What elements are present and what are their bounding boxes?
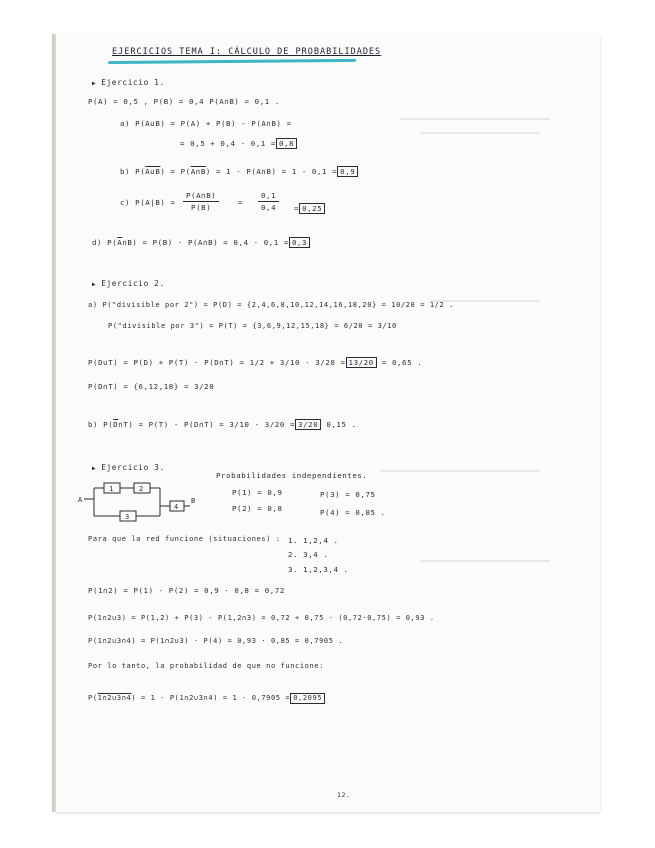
ex2-union-decimal: = 0,65 . [381, 358, 423, 367]
ex1-a-calc [180, 138, 297, 149]
ex1-d-overlined: $\overline{A}$ [117, 238, 123, 247]
bullet-arrow-icon: ▶ [92, 80, 97, 87]
ex3-eq-3: P(1∩2∪3∩4) = P(1∩2∪3) · P(4) = 0,93 · 0,85 = 0,7905 . [88, 637, 344, 645]
ex1-c-result-line [294, 203, 325, 214]
ex2-b-overlined: $\overline{D}$ [113, 420, 119, 429]
ex3-situation-1: 1. 1,2,4 . [288, 536, 339, 545]
exercise-3-title: Ejercicio 3. [101, 463, 165, 472]
ex2-intersection-line: P(D∩T) = {6,12,18} = 3/20 [88, 382, 215, 391]
ex1-c-label: c) P(A|B) = [120, 198, 176, 207]
ex1-b-prefix: b) P( [120, 167, 146, 176]
ex1-c-denominator: P(B) [191, 203, 212, 212]
bullet-arrow-icon: ▶ [92, 281, 97, 288]
ex1-c-denominator-2: 0,4 [261, 203, 277, 212]
ex1-a-calc-text: = 0,5 + 0,4 - 0,1 = [180, 139, 276, 148]
exercise-1-heading [92, 78, 165, 87]
ex2-line-a2: P("divisible por 3") = P(T) = {3,6,9,12,15,18} = 6/20 = 3/10 [108, 322, 397, 330]
ex3-final-overlined: 1∩2∪3∩4 [97, 694, 132, 702]
ex3-independent-label: Probabilidades independientes. [216, 471, 368, 480]
circuit-diagram [78, 478, 203, 528]
ex1-d-line [92, 237, 310, 248]
ex1-b-overlined-1: A∪B [145, 167, 161, 176]
ex1-d-result: 0,3 [289, 237, 310, 248]
bleed-through-line [420, 132, 540, 134]
page-title: EJERCICIOS TEMA I: CÁLCULO DE PROBABILIDADES [112, 47, 382, 57]
exercise-1-title: Ejercicio 1. [101, 78, 165, 87]
ex1-b-rest: ) = 1 - P(A∩B) = 1 - 0,1 = [205, 167, 338, 176]
ex3-final-prefix: P( [88, 694, 98, 702]
ex2-union-line [88, 357, 422, 368]
exercise-2-title: Ejercicio 2. [101, 279, 165, 288]
ex3-final-line [88, 693, 325, 704]
bleed-through-line [420, 560, 550, 562]
ex2-b-rest: ∩T) = P(T) - P(D∩T) = 3/10 - 3/20 = [118, 420, 296, 429]
ex1-c-result: 0,25 [299, 203, 325, 214]
ex1-b-mid: ) = P( [160, 167, 191, 176]
ex3-condition: Para que la red funcione (situaciones) : [88, 535, 281, 543]
page-number: 12. [337, 791, 351, 799]
ex2-union-formula: P(D∪T) = P(D) + P(T) - P(D∩T) = 1/2 + 3/10 - 3/20 = [88, 358, 346, 367]
ex2-b-decimal: 0,15 . [326, 420, 357, 429]
ex3-final-rest: ) = 1 - P(1∩2∪3∩4) = 1 - 0,7905 = [131, 694, 291, 702]
ex1-a-formula: a) P(A∪B) = P(A) + P(B) - P(A∩B) = [120, 119, 292, 128]
ex3-p1: P(1) = 0,9 [232, 488, 283, 497]
ex3-conclusion: Por lo tanto, la probabilidad de que no funcione: [88, 662, 324, 670]
ex1-b-line [120, 166, 358, 177]
exercise-3-heading [92, 463, 165, 472]
ex1-c-equals-2: = [294, 204, 300, 213]
circuit-label-1: 1 [109, 485, 114, 493]
bleed-through-line [400, 118, 550, 120]
exercise-2-heading [92, 279, 165, 288]
ex1-b-overlined-2: A∩B [190, 167, 206, 176]
ex1-d-prefix: d) P( [92, 238, 118, 247]
ex2-b-line [88, 419, 357, 430]
ex1-given: P(A) = 0,5 , P(B) = 0,4 P(A∩B) = 0,1 . [88, 97, 280, 106]
ex3-eq-1: P(1∩2) = P(1) · P(2) = 0,9 · 0,8 = 0,72 [88, 586, 285, 595]
bleed-through-line [380, 470, 540, 472]
ex2-b-prefix: b) P( [88, 420, 114, 429]
ex1-c-equals: = [238, 198, 244, 207]
ex1-c-numerator: P(A∩B) [183, 191, 219, 202]
ex2-union-result: 13/20 [346, 357, 377, 368]
ex3-p4: P(4) = 0,85 . [320, 508, 386, 517]
circuit-node-a: A [78, 496, 83, 504]
circuit-label-4: 4 [174, 503, 179, 511]
circuit-label-2: 2 [139, 485, 144, 493]
ex3-final-result: 0,2095 [290, 693, 325, 704]
ex3-p2: P(2) = 0,8 [232, 504, 283, 513]
ex3-situation-3: 3. 1,2,3,4 . [288, 565, 349, 574]
ex2-b-result: 3/20 [295, 419, 321, 430]
ex1-c-fraction-2 [258, 191, 279, 212]
bullet-arrow-icon: ▶ [92, 465, 97, 472]
ex1-d-rest: ∩B) = P(B) - P(A∩B) = 0,4 - 0,1 = [122, 238, 289, 247]
circuit-node-b: B [191, 497, 196, 505]
ex1-a-result: 0,8 [276, 138, 297, 149]
ex1-c-numerator-2: 0,1 [258, 191, 279, 202]
ex1-b-result: 0,9 [337, 166, 358, 177]
ex3-eq-2: P(1∩2∪3) = P(1,2) + P(3) - P(1,2∩3) = 0,72 + 0,75 - (0,72·0,75) = 0,93 . [88, 614, 435, 622]
ex3-situation-2: 2. 3,4 . [288, 550, 329, 559]
circuit-label-3: 3 [125, 513, 130, 521]
ex2-line-a1: a) P("divisible por 2") = P(D) = {2,4,6,8,10,12,14,16,18,20} = 10/20 = 1/2 . [88, 301, 454, 309]
ex3-p3: P(3) = 0,75 [320, 490, 376, 499]
ex1-c-fraction-1 [183, 191, 219, 212]
